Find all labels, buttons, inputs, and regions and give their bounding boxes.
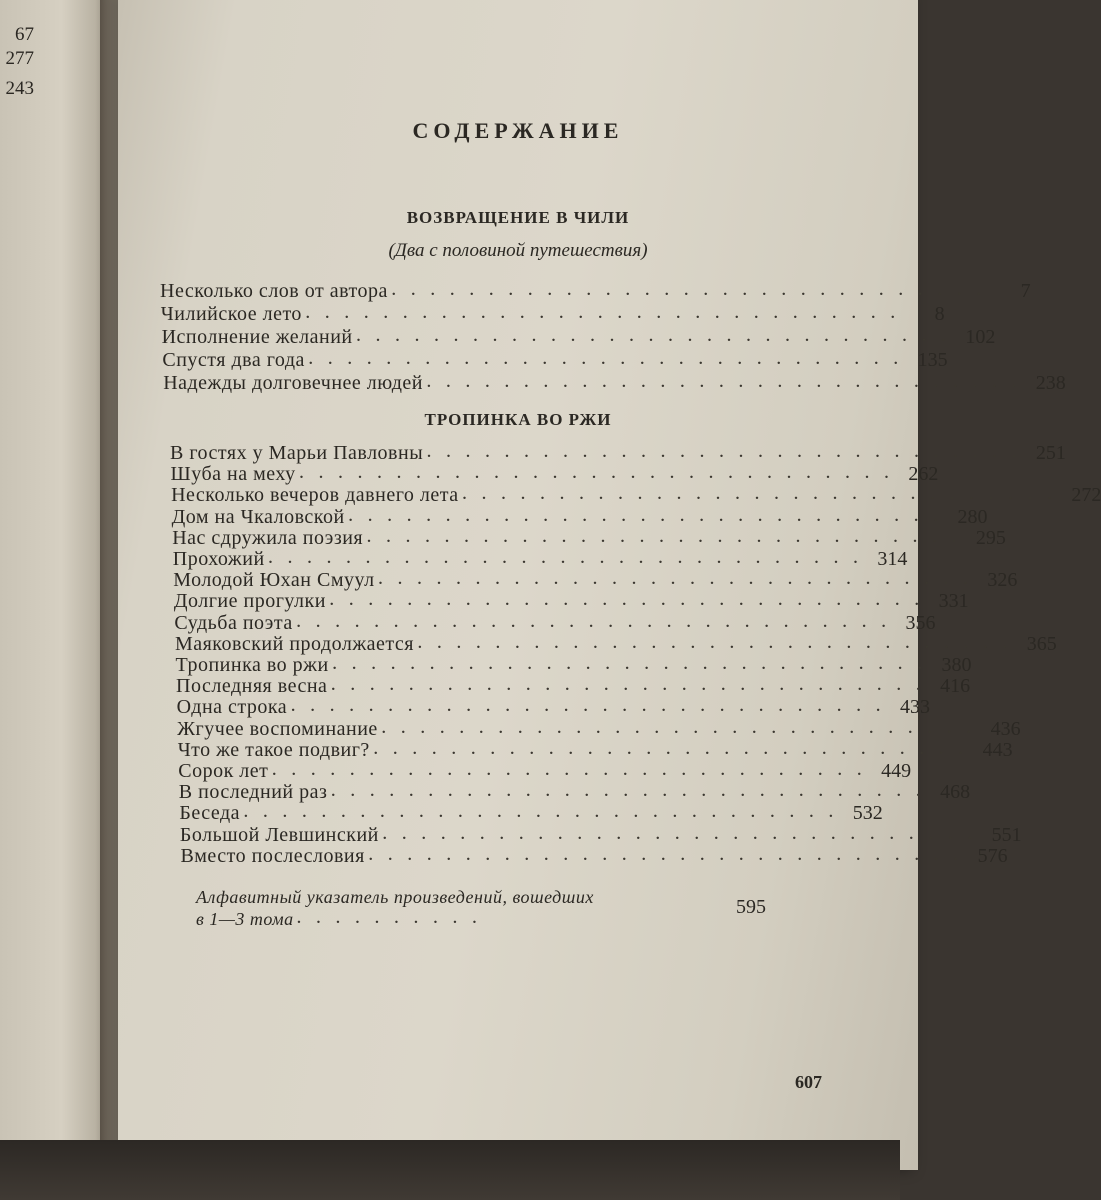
toc-entry[interactable] — [173, 590, 969, 613]
section-subtitle: (Два с половиной путешествия) — [388, 240, 648, 261]
leader-dots: . . . . . . . . . . . . . . . . . . . . . . . . . . . . . . . — [378, 572, 974, 589]
toc-entry-page: 238 — [1035, 372, 1066, 394]
page-number: 607 — [795, 1072, 822, 1092]
toc-entry-title: Тропинка во ржи — [175, 654, 329, 676]
toc-entry-title: Чилийское лето — [160, 303, 302, 325]
leader-dots: . . . . . . . . . . . . . . . . . . . . . . . . . . . . . . . — [331, 784, 927, 801]
toc-entry[interactable] — [171, 484, 1101, 507]
toc-entry-page: 314 — [877, 548, 908, 570]
toc-entry-title: Надежды долговечнее людей — [163, 372, 423, 394]
toc-entry-page: 576 — [977, 844, 1008, 867]
toc-entry-page: 532 — [852, 802, 883, 825]
leader-dots: . . . . . . . . . . . . . . . . . . . . . . . . . . . . . . . — [367, 529, 962, 546]
toc-entry[interactable] — [172, 526, 1006, 549]
toc-entry-title: Беседа — [179, 802, 240, 825]
leader-dots: . . . . . . . . . . . . . . . . . . . . . . . . . . . . . . . — [426, 375, 1022, 391]
toc-entry-title: Вместо послесловия — [180, 844, 365, 867]
toc-entry[interactable] — [172, 548, 908, 570]
toc-entry[interactable] — [176, 675, 971, 698]
leader-dots: . . . . . . . . . . . . . . . . . . . . . . . . . . . . . . . — [305, 306, 901, 322]
toc-entry-title: Жгучее воспоминание — [177, 717, 378, 740]
page-title: СОДЕРЖАНИЕ — [412, 118, 624, 143]
leader-dots: . . . . . . . . . . — [297, 911, 483, 927]
left-page-number: 67 — [15, 24, 34, 45]
toc-entry-page: 551 — [991, 823, 1022, 846]
toc-entry[interactable] — [179, 802, 883, 825]
toc-entry[interactable] — [177, 717, 1021, 740]
toc-entry[interactable] — [175, 654, 972, 676]
left-page — [0, 0, 112, 1200]
toc-entry-page: 262 — [908, 463, 939, 486]
toc-entry[interactable] — [176, 696, 930, 719]
leader-dots: . . . . . . . . . . . . . . . . . . . . . . . . . . . . . . . — [427, 445, 1022, 461]
toc-entry[interactable] — [160, 280, 1031, 302]
leader-dots: . . . . . . . . . . . . . . . . . . . . . . . . . . . . . . . — [381, 720, 977, 737]
toc-entry[interactable] — [170, 442, 1066, 464]
toc-entry-title: Исполнение желаний — [161, 326, 353, 348]
leader-dots: . . . . . . . . . . . . . . . . . . . . . . . . . . . . . . . — [272, 763, 868, 779]
toc-entry-page: 331 — [938, 590, 969, 613]
toc-entry[interactable] — [161, 326, 996, 348]
toc-entry-page: 443 — [982, 738, 1013, 761]
leader-dots: . . . . . . . . . . . . . . . . . . . . . . . . . . . . . . . — [373, 741, 969, 758]
leader-dots: . . . . . . . . . . . . . . . . . . . . . . . . . . . . . . . — [356, 329, 952, 345]
leader-dots: . . . . . . . . . . . . . . . . . . . . . . . . . . . . . . . — [296, 614, 892, 631]
toc-entry[interactable] — [174, 632, 1057, 655]
toc-entry-title: Несколько вечеров давнего лета — [171, 484, 459, 507]
section-heading: ТРОПИНКА ВО РЖИ — [424, 410, 612, 429]
leader-dots: . . . . . . . . . . . . . . . . . . . . . . . . . . . . . . . — [244, 805, 839, 822]
toc-entry[interactable] — [163, 372, 1066, 394]
toc-entry-title: Прохожий — [172, 548, 265, 570]
toc-entry[interactable] — [171, 505, 988, 528]
toc-entry-page: 436 — [990, 717, 1021, 740]
toc-entry-page: 433 — [899, 696, 930, 719]
leader-dots: . . . . . . . . . . . . . . . . . . . . . . . . . . . . . . . — [329, 593, 925, 610]
toc-entry-page: 272 — [1071, 484, 1101, 507]
section-heading: ВОЗВРАЩЕНИЕ В ЧИЛИ — [406, 208, 630, 227]
toc-entry-title: Нас сдружила поэзия — [172, 526, 364, 549]
toc-entry-page: 7 — [1020, 280, 1031, 302]
toc-entry-title: Спустя два года — [162, 349, 305, 371]
toc-entry[interactable] — [177, 738, 1013, 761]
leader-dots: . . . . . . . . . . . . . . . . . . . . . . . . . . . . . . . — [291, 699, 886, 716]
leader-dots: . . . . . . . . . . . . . . . . . . . . . . . . . . . . . . . — [331, 678, 927, 695]
toc-entry-title: В гостях у Марьи Павловны — [170, 442, 424, 464]
toc-entry[interactable] — [160, 303, 945, 325]
toc-entry[interactable] — [180, 844, 1008, 867]
toc-entry-page: 468 — [940, 781, 971, 804]
toc-entry[interactable] — [179, 823, 1022, 846]
toc-entry-page: 380 — [941, 654, 972, 676]
table-surface — [0, 1140, 900, 1200]
toc-entry-title: Судьба поэта — [174, 611, 293, 634]
leader-dots: . . . . . . . . . . . . . . . . . . . . . . . . . . . . . . . — [299, 466, 895, 483]
leader-dots: . . . . . . . . . . . . . . . . . . . . . . . . . . . . . . . — [332, 657, 928, 673]
toc-entry-page: 365 — [1026, 632, 1057, 655]
leader-dots: . . . . . . . . . . . . . . . . . . . . . . . . . . . . . . . — [308, 352, 904, 368]
toc-entry-index[interactable] — [196, 886, 756, 908]
leader-dots: . . . . . . . . . . . . . . . . . . . . . . . . . . . . . . . — [348, 508, 944, 525]
toc-entry-title: Шуба на меху — [170, 463, 296, 486]
toc-entry-title: Последняя весна — [176, 675, 328, 698]
toc-entry-title: Долгие прогулки — [173, 590, 326, 613]
toc-entry-page: 595 — [736, 896, 766, 918]
toc-entry-page: 102 — [965, 326, 996, 348]
toc-entry-title: в 1—3 тома — [196, 909, 294, 929]
toc-entry[interactable] — [174, 611, 936, 634]
toc-entry[interactable] — [170, 463, 939, 486]
toc-entry-title: Сорок лет — [178, 760, 269, 782]
toc-entry-title: Что же такое подвиг? — [177, 738, 370, 761]
toc-entry-title: Молодой Юхан Смуул — [173, 569, 375, 592]
leader-dots: . . . . . . . . . . . . . . . . . . . . . . . . . . . . . . . — [417, 635, 1013, 652]
toc-entry-title: Маяковский продолжается — [174, 632, 414, 655]
leader-dots: . . . . . . . . . . . . . . . . . . . . . . . . . . . . . . . — [382, 826, 978, 843]
toc-entry-page: 280 — [957, 505, 988, 528]
toc-entry[interactable] — [162, 349, 948, 371]
leader-dots: . . . . . . . . . . . . . . . . . . . . . . . . . . . . . . . — [391, 283, 987, 299]
toc-entry-title: Дом на Чкаловской — [171, 505, 345, 528]
book-page — [118, 0, 1101, 1170]
leader-dots: . . . . . . . . . . . . . . . . . . . . . . . . . . . . . . . — [462, 487, 1058, 504]
toc-entry[interactable] — [178, 781, 971, 804]
toc-entry-page: 449 — [881, 760, 912, 782]
toc-entry-index-cont[interactable] — [196, 908, 483, 930]
left-page-number: 243 — [5, 78, 34, 99]
toc-entry-page: 135 — [917, 349, 948, 371]
leader-dots: . . . . . . . . . . . . . . . . . . . . . . . . . . . . . . . — [268, 551, 864, 567]
toc-entry[interactable] — [178, 760, 912, 782]
toc-entry-title: Алфавитный указатель произведений, вошедших — [196, 887, 594, 907]
leader-dots: . . . . . . . . . . . . . . . . . . . . . . . . . . . . . . . — [368, 847, 964, 864]
toc-entry-page: 295 — [975, 526, 1006, 549]
toc-entry-page: 356 — [905, 611, 936, 634]
toc-entry-page: 416 — [940, 675, 971, 698]
toc-entry-page: 251 — [1035, 442, 1066, 464]
toc-entry-title: Одна строка — [176, 696, 288, 719]
toc-entry-page: 8 — [934, 303, 945, 325]
toc-entry[interactable] — [173, 569, 1018, 592]
toc-entry-page: 326 — [987, 569, 1018, 592]
left-page-number: 277 — [5, 48, 34, 69]
toc-entry-title: В последний раз — [178, 781, 328, 804]
toc-entry-title: Несколько слов от автора — [160, 280, 388, 302]
toc-entry-title: Большой Левшинский — [179, 823, 379, 846]
